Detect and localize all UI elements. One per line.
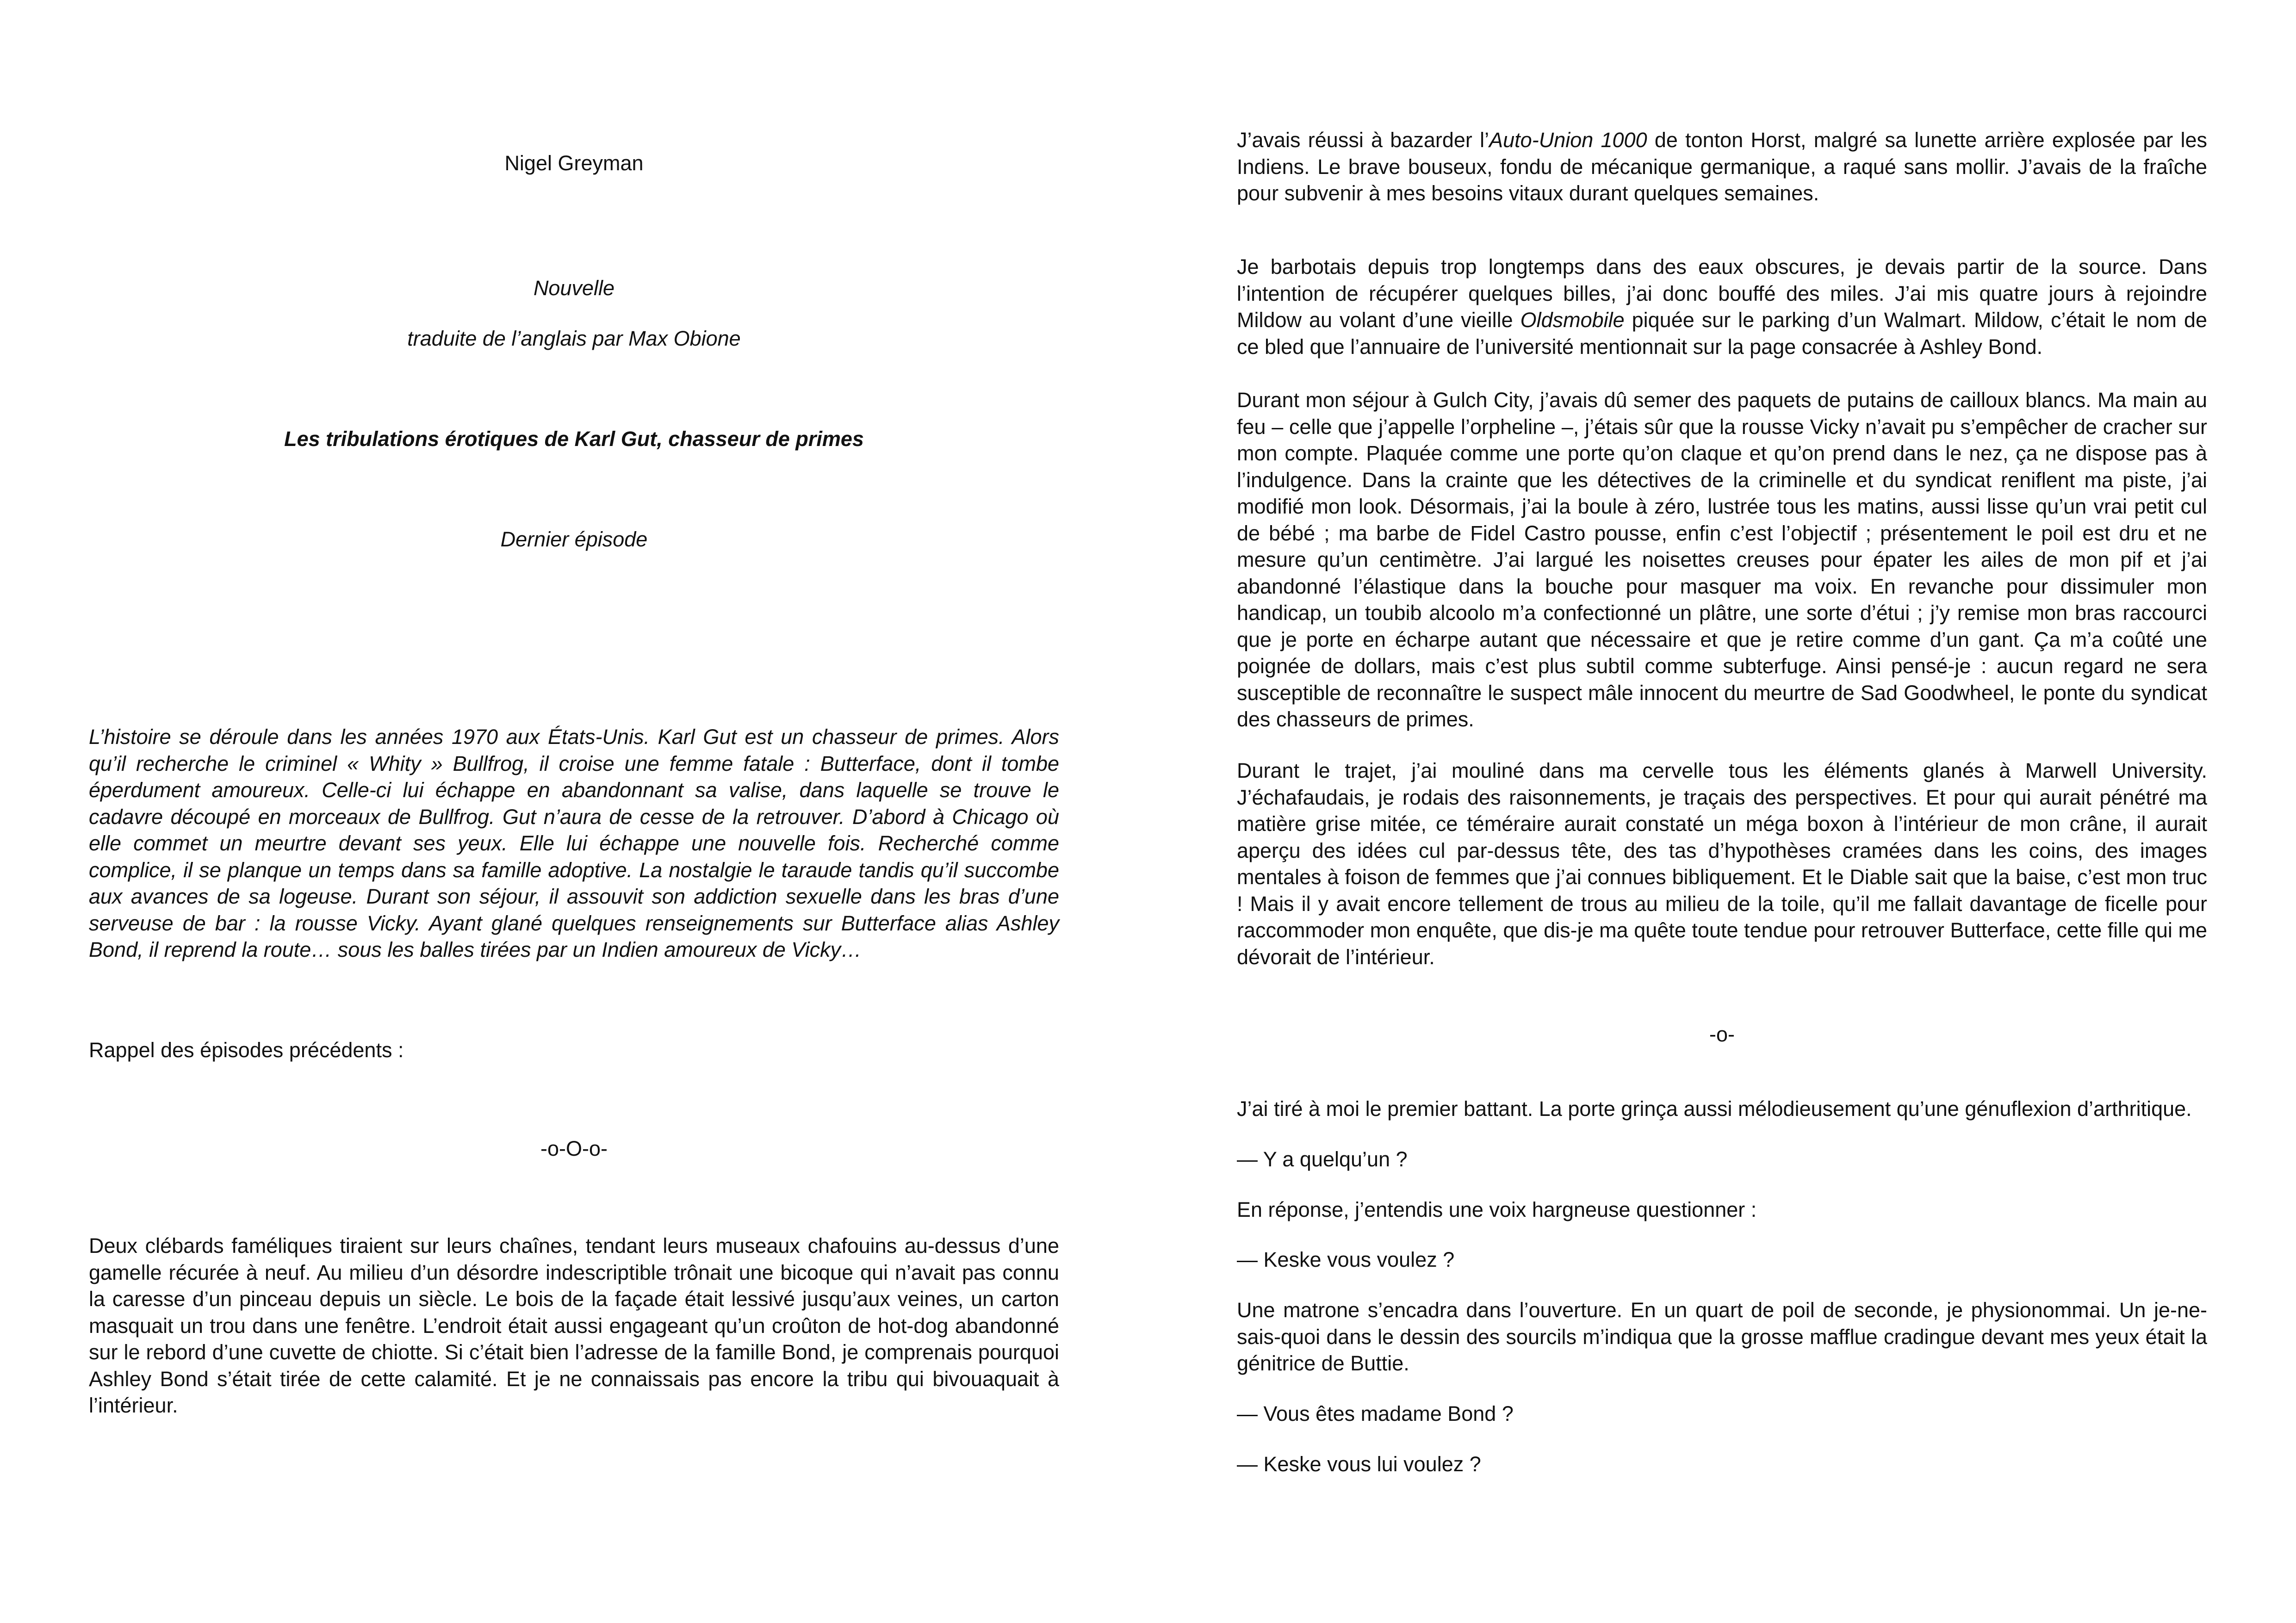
dialogue-line: — Keske vous voulez ? (1237, 1248, 1455, 1271)
right-page (1237, 0, 2207, 1623)
synopsis: L’histoire se déroule dans les années 1970 aux États-Unis. Karl Gut est un chasseur de primes. Alors qu’il recherche le criminel « Whity » Bullfrog, il croise une femme fatale : Butterface, dont il tombe éperdument amoureux. Celle-ci lui échappe en abandonnant sa valise, dans laquelle se trouve le cadavre découpé en morceaux de Bullfrog. Gut n’aura de cesse de la retrouver. D’abord à Chicago où elle commet un meurtre devant ses yeux. Elle lui échappe une nouvelle fois. Recherché comme complice, il se planque un temps dans sa famille adoptive. La nostalgie le taraude tandis qu’il succombe aux avances de sa logeuse. Durant son séjour, il assouvit son addiction sexuelle dans les bras d’une serveuse de bar : la rousse Vicky. Ayant glané quelques renseignements sur Butterface alias Ashley Bond, il reprend la route… sous les balles tirées par un Indien amoureux de Vicky… (89, 725, 1059, 961)
body-paragraph: Durant mon séjour à Gulch City, j’avais dû semer des paquets de putains de cailloux blancs. Ma main au feu – celle que j’appelle l’orpheline –, j’étais sûr que la rousse Vicky n’avait pu s’empêcher de cracher sur mon compte. Plaquée comme une porte qu’on claque et qu’on prend dans le nez, ça ne dispose pas à l’indulgence. Dans la crainte que les détectives de la criminelle et du syndicat reniflent ma piste, j’ai modifié mon look. Désormais, j’ai la boule à zéro, lustrée tous les matins, aussi lisse qu’un vrai petit cul de bébé ; ma barbe de Fidel Castro pousse, enfin c’est l’objectif ; présentement le poil est dru et ne mesure qu’un centimètre. J’ai largué les noisettes creuses pour épater les ailes de mon pif et j’ai abandonné l’élastique dans la bouche pour masquer ma voix. En revanche pour dissimuler mon handicap, un toubib alcoolo m’a confectionné un plâtre, une sorte d’étui ; j’y remise mon bras raccourci que je porte en écharpe autant que nécessaire et que je retire comme d’un gant. Ça m’a coûté une poignée de dollars, mais c’est plus subtil comme subterfuge. Ainsi pensé-je : aucun regard ne sera susceptible de reconnaître le suspect mâle innocent du meurtre de Sad Goodwheel, le ponte du syndicat des chasseurs de primes. (1237, 388, 2207, 731)
dialogue-line: — Y a quelqu’un ? (1237, 1147, 1408, 1171)
body-paragraph: Durant le trajet, j’ai mouliné dans ma cervelle tous les éléments glanés à Marwell University. J’échafaudais, je rodais des raisonnements, je traçais des perspectives. Et pour qui aurait pénétré ma matière grise mitée, ce téméraire aurait constaté un méga boxon à l’intérieur de mon crâne, il aurait aperçu des idées cul par-dessus tête, des tas d’hypothèses cramées dans les coins, des images mentales à foison de femmes que j’ai connues bibliquement. Et le Diable sait que la baise, c’est mon truc ! Mais il y avait encore tellement de trous au milieu de la toile, qu’il me fallait davantage de ficelle pour raccommoder mon enquête, que dis-je ma quête toute tendue pour retrouver Butterface, cette fille qui me dévorait de l’intérieur. (1237, 759, 2207, 969)
body-paragraph: Je barbotais depuis trop longtemps dans des eaux obscures, je devais partir de la source. Dans l’intention de récupérer quelques billes, j’ai donc bouffé des miles. J’ai mis quatre jours à rejoindre Mildow au volant d’une vieille Oldsmobile piquée sur le parking d’un Walmart. Mildow, c’était le nom de ce bled que l’annuaire de l’université mentionnait sur la page consacrée à Ashley Bond. (1237, 255, 2208, 359)
car-name: Auto-Union 1000 (1489, 128, 1647, 152)
section-separator: -o- (1709, 1022, 1735, 1046)
car-name: Oldsmobile (1520, 308, 1625, 332)
dialogue-line: — Keske vous lui voulez ? (1237, 1452, 1481, 1476)
body-paragraph: En réponse, j’entendis une voix hargneuse questionner : (1237, 1198, 1757, 1221)
body-paragraph: Une matrone s’encadra dans l’ouverture. En un quart de poil de seconde, je physionommai. Un je-ne-sais-quoi dans le dessin des sourcils m’indiqua que la grosse mafflue cradingue devant mes yeux était la génitrice de Buttie. (1237, 1298, 2207, 1375)
body-paragraph: Deux clébards faméliques tiraient sur leurs chaînes, tendant leurs museaux chafouins au-dessus d’une gamelle récurée à neuf. Au milieu d’un désordre indescriptible trônait une bicoque qui n’avait pas connu la caresse d’un pinceau depuis un siècle. Le bois de la façade était lessivé jusqu’aux veines, un carton masquait un trou dans une fenêtre. L’endroit était aussi engageant qu’un croûton de hot-dog abandonné sur le rebord d’une cuvette de chiotte. Si c’était bien l’adresse de la famille Bond, je comprenais pourquoi Ashley Bond s’était tirée de cette calamité. Et je ne connaissais pas encore la tribu qui bivouaquait à l’intérieur. (89, 1234, 1059, 1417)
story-title: Les tribulations érotiques de Karl Gut, chasseur de primes (284, 427, 864, 451)
body-paragraph: J’ai tiré à moi le premier battant. La porte grinça aussi mélodieusement qu’une génuflexion d’arthritique. (1237, 1097, 2192, 1121)
author-name: Nigel Greyman (504, 151, 644, 175)
left-page (89, 0, 1059, 1623)
genre-label: Nouvelle (533, 276, 615, 300)
body-paragraph: J’avais réussi à bazarder l’Auto-Union 1000 de tonton Horst, malgré sa lunette arrière explosée par les Indiens. Le brave bouseux, fondu de mécanique germanique, a raqué sans mollir. J’avais de la fraîche pour subvenir à mes besoins vitaux durant quelques semaines. (1237, 128, 2207, 205)
recap-label: Rappel des épisodes précédents : (89, 1038, 404, 1062)
section-separator: -o-O-o- (540, 1137, 608, 1160)
translator-credit: traduite de l’anglais par Max Obione (407, 327, 741, 350)
episode-label: Dernier épisode (500, 527, 648, 551)
dialogue-line: — Vous êtes madame Bond ? (1237, 1402, 1514, 1425)
